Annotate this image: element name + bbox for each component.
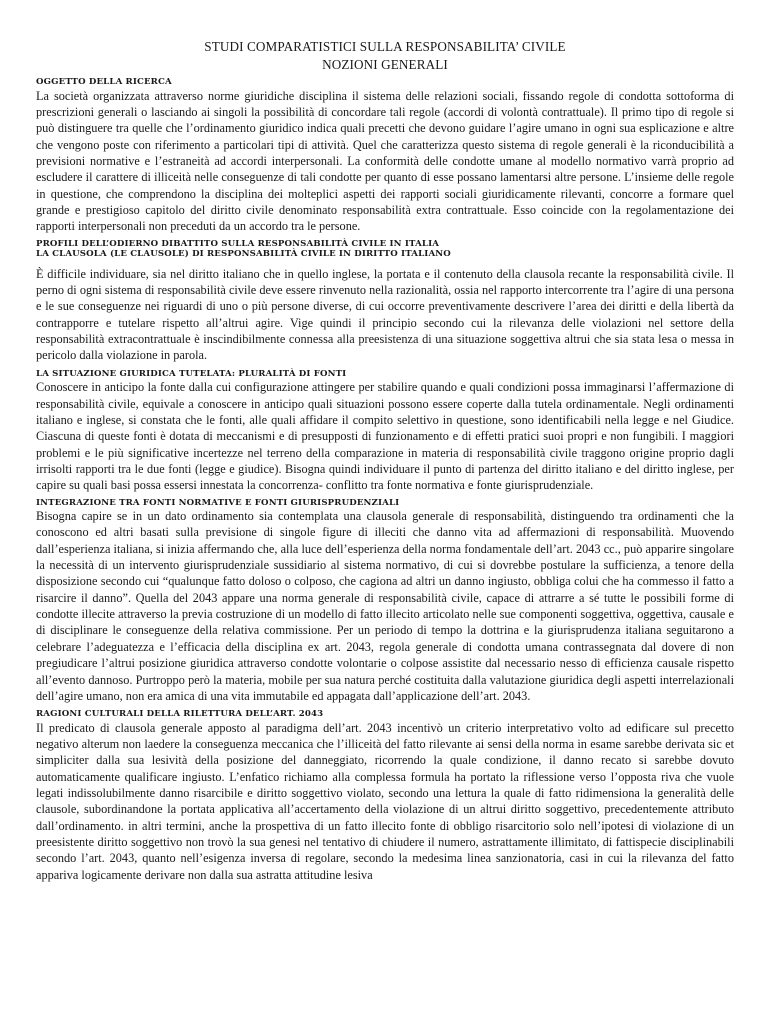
section-oggetto-della-ricerca — [36, 77, 734, 235]
section-heading: INTEGRAZIONE TRA FONTI NORMATIVE E FONTI GIURISPRUDENZIALI — [36, 497, 400, 508]
section-paragraph: La società organizzata attraverso norme giuridiche disciplina il sistema delle relazioni sociali, fissando regole di condotta sottoforma di prescrizioni generali o lasciando ai singoli la possibilità di concordare tali regole (accordi di volontà contrattuale). Il primo tipo di regole si può distinguere tra quelle che l’ordinamento giuridico indica quali precetti che devono guidare l’agire umano in ogni sua esplicazione e altre che vengono poste con riferimento a particolari tipi di attività. Quel che caratterizza questo sistema di regole generali è la riconducibilità a previsioni normative e l’estraneità ad accordi interpersonali. La conformità delle condotte umane al modello normativo varrà proprio ad escludere il carattere di illiceità nelle conseguenze di tali condotte per quanto di esse possano lamentarsi altre persone. L’insieme delle regole in questione, che comprendono la disciplina dei molteplici aspetti dei rapporti sociali giuridicamente rilevanti, concorre a formare quel grande e prestigioso capitolo del diritto civile denominato responsabilità extra contrattuale. Esso coincide con la regolamentazione dei rapporti interpersonali non preceduti da un accordo tra le persone. — [36, 88, 734, 234]
section-paragraph: Conoscere in anticipo la fonte dalla cui configurazione attingere per stabilire quando e quali condizioni possa immaginarsi l’affermazione di responsabilità civile, equivale a conoscere in anticipo quali situazioni possono essere coperte dalla tutela ordinamentale. Negli ordinamenti italiano e inglese, si constata che le fonti, alle quali affidare il compito selettivo in questione, sono identificabili nella legge e nel Giudice. Ciascuna di queste fonti è dotata di meccanismi e di presupposti di funzionamento e di effetti pratici suoi propri e non fungibili. I maggiori problemi e le più significative incertezze nel terreno della comparazione in materia di responsabilità civile traggono origine proprio dagli irrisolti rapporti tra le due fonti (legge e giudice). Bisogna quindi individuare il punto di partenza del diritto italiano e del diritto inglese, per capire su quali basi possa essersi innestata la concorrenza- conflitto tra fonte normativa e fonte giurisprudenziale. — [36, 380, 734, 493]
section-subheading: LA CLAUSOLA (LE CLAUSOLE) DI RESPONSABILITÀ CIVILE IN DIRITTO ITALIANO — [36, 249, 451, 260]
section-paragraph: Il predicato di clausola generale apposto al paradigma dell’art. 2043 incentivò un criterio interpretativo volto ad edificare sul precetto negativo alterum non laedere la conseguenza meccanica che l’illiceità del fatto rilevante ai sensi della norma in esame sarebbe derivata sic et simpliciter dalla sua lesività della posizione del danneggiato, ricorrendo la quale condizione, il danno recato si sarebbe dovuto automaticamente qualificare ingiusto. L’enfatico richiamo alla complessa formula ha portato la riflessione verso l’opposta riva che vuole legati indissolubilmente danno risarcibile e diritto soggettivo violato, secondo una lettura la quale di fatto ridimensiona la generalità delle clausole, subordinandone la portata applicativa all’accertamento della violazione di un altrui diritto soggettivo, precedentemente attributo dall’ordinamento. in altri termini, anche la prospettiva di un fatto illecito fonte di obbligo risarcitorio solo nell’ipotesi di violazione di un preesistente diritto soggettivo non trovò la sua genesi nel tentativo di chiudere il numero, astrattamente illimitato, di fattispecie disciplinabili secondo l’art. 2043, quanto nell’esigenza inversa di regolare, secondo la medesima linea sanzionatoria, casi in cui la rilevanza del fatto appariva logicamente derivare non dalla sua astratta attitudine lesiva — [36, 720, 734, 882]
section-paragraph: Bisogna capire se in un dato ordinamento sia contemplata una clausola generale di responsabilità, distinguendo tra ordinamenti che la conoscono ed altri basati sulla previsione di singole figure di illeciti che danno vita ad affermazioni di responsabilità. Muovendo dall’esperienza italiana, si inizia affermando che, alla luce dell’esperienza della norma fondamentale dell’art. 2043 cc., può apparire singolare la necessità di un intervento giurisprudenziale sussidiario al sistema normativo, di cui si dovrebbe postulare la sufficienza, a tenore della disposizione secondo cui “qualunque fatto doloso o colposo, che cagiona ad altri un danno ingiusto, obbliga colui che ha commesso il fatto a risarcire il danno”. Quella del 2043 appare una norma generale di responsabilità civile, capace di attrarre a sé tutte le possibili forme di condotte illecite attraverso la previa costruzione di un modello di fatto illecito articolato nelle sue componenti soggettiva, oggettiva, causale e di disciplinare le conseguenze della relativa commissione. Per un periodo di tempo la dottrina e la giurisprudenza italiana seguitarono a celebrare l’adeguatezza e l’efficacia della disciplina ex art. 2043, regola generale di condotta umana contrassegnata dal dovere di non pregiudicare l’altrui posizione giuridica attraverso condotte volontarie o colpose assistite dal necessario nesso di efficienza causale rispetto all’evento dannoso. Purtroppo però la materia, mobile per sua natura perché costituita dalla valutazione giuridica degli aspetti interrelazionali dell’agire umano, non era amica di una vita immutabile ed appagata dall’applicazione dell’art. 2043. — [36, 509, 734, 703]
section-paragraph: È difficile individuare, sia nel diritto italiano che in quello inglese, la portata e il contenuto della clausola recante la responsabilità civile. Il perno di ogni sistema di responsabilità civile deve essere rinvenuto nella razionalità, ossia nel rapporto intercorrente tra l’agire di una persona e le sue conseguenze nei riguardi di uno o più persone diverse, di cui occorre preventivamente descrivere l’area dei diritti e della libertà da contrapporre e tutelare rispetto all’altrui agire. Vige quindi il principio secondo cui la rilevanza delle violazioni nel settore della responsabilità extracontrattuale è inscindibilmente connessa alla preesistenza di una situazione soggettiva altrui che sia stata lesa o messa in pericolo dalla violazione in parola. — [36, 266, 734, 363]
section-heading: OGGETTO DELLA RICERCA — [36, 77, 172, 87]
section-situazione-giuridica — [36, 369, 734, 494]
document-page — [36, 38, 734, 883]
section-ragioni-culturali — [36, 709, 734, 883]
document-title — [36, 38, 734, 74]
section-profili-dibattito — [36, 239, 734, 364]
section-heading: PROFILI DELL’ODIERNO DIBATTITO SULLA RESPONSABILITÀ CIVILE IN ITALIA — [36, 238, 440, 249]
title-line-2: NOZIONI GENERALI — [322, 57, 448, 72]
section-heading: LA SITUAZIONE GIURIDICA TUTELATA: PLURALITÀ DI FONTI — [36, 368, 347, 379]
section-integrazione-fonti — [36, 498, 734, 705]
title-line-1: STUDI COMPARATISTICI SULLA RESPONSABILITA’ CIVILE — [204, 39, 566, 54]
section-heading: RAGIONI CULTURALI DELLA RILETTURA DELL’ART. 2043 — [36, 709, 324, 720]
